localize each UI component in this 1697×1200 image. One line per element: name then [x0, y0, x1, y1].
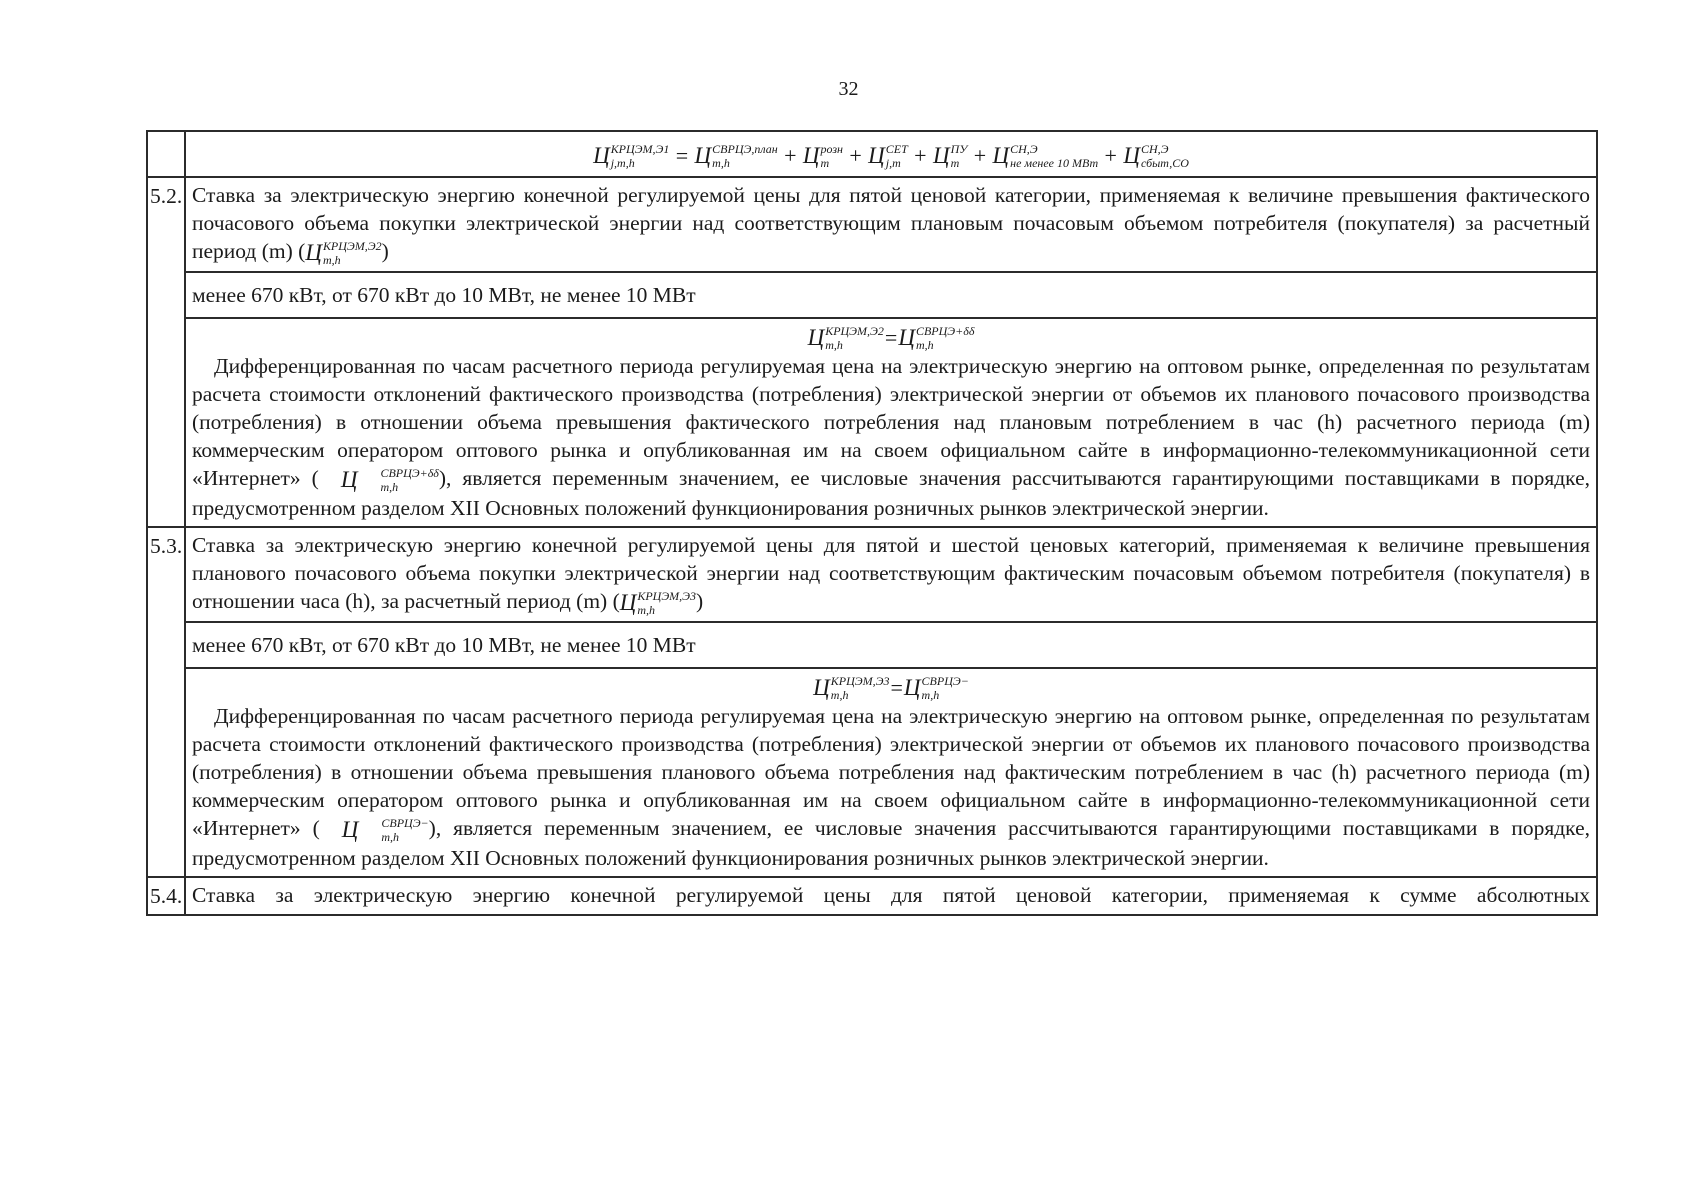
symbol-base: Ц — [340, 467, 358, 493]
paren-close: ) — [381, 239, 389, 264]
symbol-term-4 — [933, 142, 967, 170]
symbol-sup: КРЦЭМ,Э3 — [637, 589, 697, 604]
formula-e1 — [192, 140, 1590, 170]
symbol-term-5 — [993, 142, 1099, 170]
equals-sign: = — [675, 143, 689, 169]
symbol-sup: СН,Э — [1010, 142, 1038, 157]
symbol-sup: СН,Э — [1140, 142, 1169, 157]
capacity-cell: менее 670 кВт, от 670 кВт до 10 МВт, не менее 10 МВт — [185, 272, 1597, 318]
desc-text-after: ), является переменным значением, ее числовые значения рассчитываются гарантирующими поставщиками в порядке, предусмотренном разделом XII Основных положений функционирования розничных рынков электрической энергии. — [192, 816, 1591, 871]
symbol-sup: КРЦЭМ,Э1 — [610, 142, 670, 157]
symbol-sup: КРЦЭМ,Э3 — [830, 674, 890, 689]
row-5-3-title — [147, 527, 1597, 622]
symbol-sub: m,h — [712, 156, 730, 171]
symbol-base: Ц — [802, 143, 820, 169]
symbol-sub: j,m — [885, 156, 901, 171]
symbol-base: Ц — [898, 325, 915, 351]
plus-sign: + — [849, 143, 862, 169]
symbol-base: Ц — [992, 143, 1010, 169]
symbol-sup: СВРЦЭ+δδ — [380, 466, 439, 481]
row-number: 5.2. — [147, 177, 185, 527]
equals-sign: = — [884, 325, 898, 351]
symbol-term-1 — [695, 142, 778, 170]
formula-e3 — [192, 672, 1590, 702]
symbol-base: Ц — [868, 143, 885, 169]
row-5-3-formula — [147, 668, 1597, 877]
row-title-text: Ставка за электрическую энергию конечной регулируемой цены для пятой ценовой категории, применяемая к величине превышения фактического почасового объема покупки электрической энергии над соответствующим плановым почасовым объемом потребителя (покупателя) за расчетный период (m) ( — [192, 183, 1590, 264]
paren-close: ) — [696, 589, 704, 614]
symbol-term-6 — [1123, 142, 1189, 170]
symbol-sup: КРЦЭМ,Э2 — [825, 324, 884, 339]
row-title — [185, 177, 1597, 272]
symbol-base: Ц — [341, 817, 359, 843]
row-number: 5.4. — [147, 877, 185, 915]
symbol-sup: СЕТ — [885, 142, 908, 157]
symbol-base: Ц — [813, 675, 830, 701]
symbol-base: Ц — [694, 143, 712, 169]
symbol-inline — [320, 816, 429, 844]
symbol-sup: КРЦЭМ,Э2 — [322, 239, 382, 254]
plus-sign: + — [1104, 143, 1117, 169]
symbol-term-3 — [868, 142, 908, 170]
plus-sign: + — [973, 143, 987, 169]
symbol-sup: розн — [820, 142, 843, 157]
tariff-table — [146, 130, 1598, 916]
symbol-sub: m — [820, 156, 830, 171]
symbol-inline — [305, 239, 381, 267]
desc-text-before: Дифференцированная по часам расчетного периода регулируемая цена на электрическую энергию на оптовом рынке, определенная по результатам расчета стоимости отклонений фактического производства (потребления) электрической энергии от объемов их планового почасового производства (потребления) в отношении объема превышения планового объема потребления над фактическим потреблением в час (h) расчетного периода (m) коммерческим оператором оптового рынка и опубликованная им на своем официальном сайте в информационно-телекоммуникационной сети «Интернет» ( — [192, 704, 1590, 841]
description-paragraph — [192, 352, 1590, 522]
row-number: 5.3. — [147, 527, 185, 877]
desc-text-before: Дифференцированная по часам расчетного периода регулируемая цена на электрическую энергию на оптовом рынке, определенная по результатам расчета стоимости отклонений фактического производства (потребления) электрической энергии от объемов их планового почасового производства (потребления) в отношении объема превышения фактического потребления над плановым потреблением в час (h) расчетного периода (m) коммерческим оператором оптового рынка и опубликованная им на своем официальном сайте в информационно-телекоммуникационной сети «Интернет» ( — [192, 354, 1590, 491]
symbol-term-2 — [803, 142, 843, 170]
row-title-text: Ставка за электрическую энергию конечной регулируемой цены для пятой и шестой ценовых категорий, применяемая к величине превышения планового почасового объема покупки электрической энергии над соответствующим фактическим почасовым объемом потребителя (покупателя) в отношении часа (h), за расчетный период (m) ( — [192, 533, 1590, 614]
symbol-sup: СВРЦЭ,план — [712, 142, 778, 157]
row-5-2-formula — [147, 318, 1597, 527]
symbol-sub: m,h — [381, 830, 400, 845]
symbol-sup: СВРЦЭ− — [921, 674, 969, 689]
symbol-lhs — [593, 142, 669, 170]
symbol-lhs — [808, 324, 884, 352]
symbol-inline — [620, 589, 696, 617]
formula-desc-cell — [185, 318, 1597, 527]
symbol-sub: сбыт,СО — [1140, 156, 1189, 171]
row-title: Ставка за электрическую энергию конечной регулируемой цены для пятой ценовой категории, применяемая к сумме абсолютных — [185, 877, 1597, 915]
formula-cell-e1 — [185, 131, 1597, 177]
plus-sign: + — [914, 143, 927, 169]
page-number: 32 — [838, 78, 859, 100]
formula-desc-cell — [185, 668, 1597, 877]
desc-text-after: ), является переменным значением, ее числовые значения рассчитываются гарантирующими поставщиками в порядке, предусмотренном разделом XII Основных положений функционирования розничных рынков электрической энергии. — [192, 466, 1591, 521]
row-5-2-capacity — [147, 272, 1597, 318]
symbol-base: Ц — [932, 143, 950, 169]
symbol-sub: не менее 10 МВт — [1010, 156, 1099, 171]
symbol-base: Ц — [807, 325, 825, 351]
row-number-empty — [147, 131, 185, 177]
symbol-sup: СВРЦЭ+δδ — [915, 324, 975, 339]
symbol-lhs — [813, 674, 889, 702]
formula-row-e1 — [147, 131, 1597, 177]
row-5-4-title — [147, 877, 1597, 915]
symbol-sub: m,h — [322, 253, 341, 268]
symbol-sub: m,h — [915, 338, 934, 353]
symbol-base: Ц — [1123, 143, 1140, 169]
formula-e2 — [192, 322, 1590, 352]
symbol-sub: m,h — [825, 338, 843, 353]
row-5-2-title — [147, 177, 1597, 272]
symbol-sub: j,m,h — [610, 156, 635, 171]
symbol-inline — [319, 466, 439, 494]
equals-sign: = — [890, 675, 903, 701]
symbol-sub: m,h — [637, 603, 656, 618]
symbol-sub: m,h — [380, 480, 399, 495]
symbol-sup: ПУ — [950, 142, 968, 157]
symbol-rhs — [904, 674, 969, 702]
symbol-base: Ц — [593, 143, 610, 169]
symbol-sup: СВРЦЭ− — [381, 816, 429, 831]
row-5-3-capacity — [147, 622, 1597, 668]
description-paragraph — [192, 702, 1590, 872]
symbol-base: Ц — [305, 240, 322, 266]
capacity-cell: менее 670 кВт, от 670 кВт до 10 МВт, не менее 10 МВт — [185, 622, 1597, 668]
plus-sign: + — [784, 143, 797, 169]
symbol-base: Ц — [619, 590, 637, 616]
symbol-sub: m,h — [921, 688, 940, 703]
symbol-sub: m,h — [830, 688, 849, 703]
symbol-base: Ц — [903, 675, 921, 701]
row-title — [185, 527, 1597, 622]
symbol-sub: m — [950, 156, 960, 171]
symbol-rhs — [898, 324, 974, 352]
